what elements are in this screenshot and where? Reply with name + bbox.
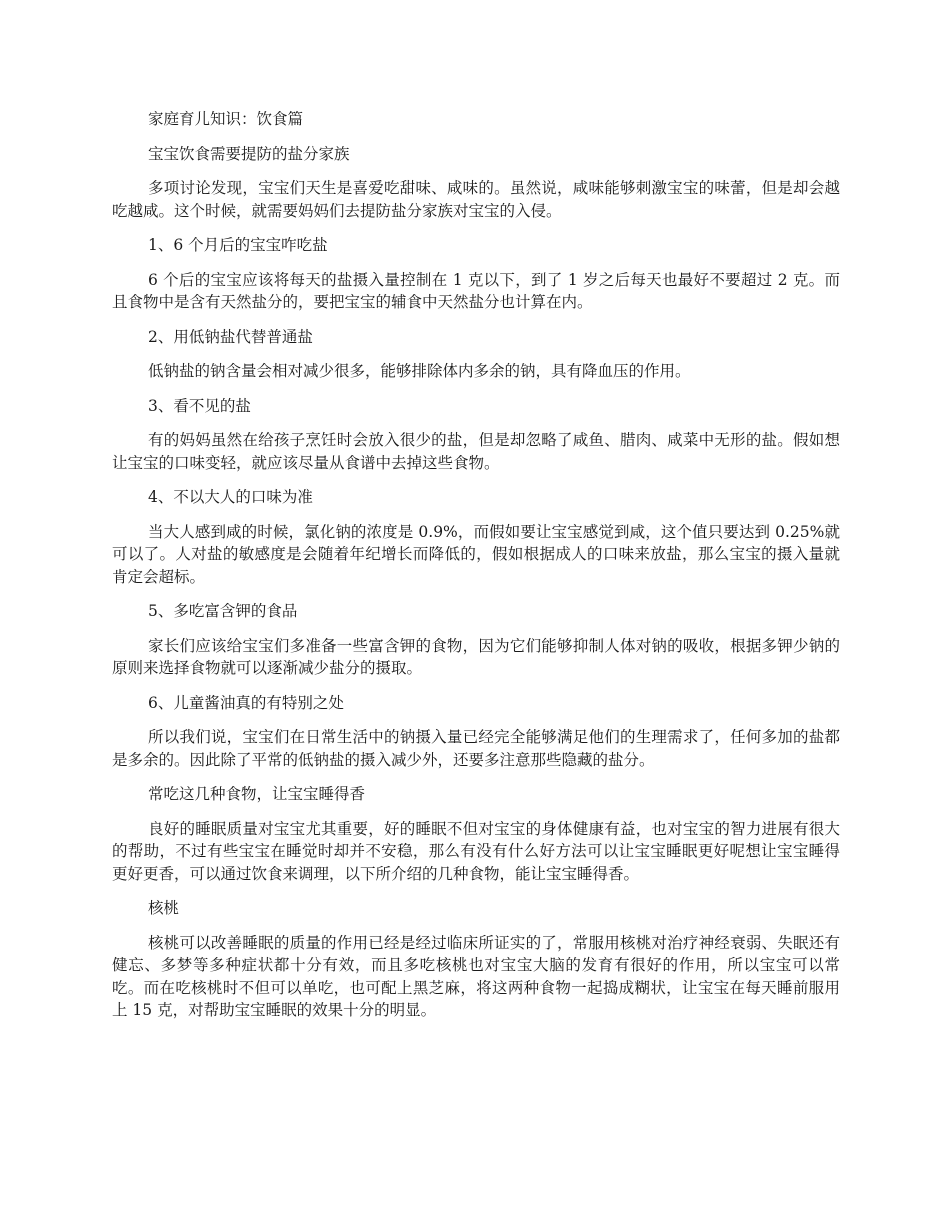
paragraph-5: 家长们应该给宝宝们多准备一些富含钾的食物，因为它们能够抑制人体对钠的吸收，根据多钾少钠的原则来选择食物就可以逐渐减少盐分的摄取。 [112, 636, 840, 677]
heading-walnut: 核桃 [148, 899, 180, 917]
heading-6: 6、儿童酱油真的有特别之处 [148, 693, 344, 712]
section-title-salt: 宝宝饮食需要提防的盐分家族 [148, 144, 350, 163]
paragraph-8: 核桃可以改善睡眠的质量的作用已经是经过临床所证实的了，常服用核桃对治疗神经衰弱、失眠还有健忘、多梦等多种症状都十分有效，而且多吃核桃也对宝宝大脑的发育有很好的作用，所以宝宝可以常吃。而在吃核桃时不但可以单吃，也可配上黑芝麻，将这两种食物一起捣成糊状，让宝宝在每天睡前服用上 15 克，对帮助宝宝睡眠的效果十分的明显。 [112, 933, 840, 1019]
document-title: 家庭育儿知识：饮食篇 [148, 110, 304, 128]
paragraph-7: 良好的睡眠质量对宝宝尤其重要，好的睡眠不但对宝宝的身体健康有益，也对宝宝的智力进展有很大的帮助，不过有些宝宝在睡觉时却并不安稳，那么有没有什么好方法可以让宝宝睡眠更好呢想让宝宝睡得更好更香，可以通过饮食来调理，以下所介绍的几种食物，能让宝宝睡得香。 [112, 819, 840, 883]
paragraph-3: 有的妈妈虽然在给孩子烹饪时会放入很少的盐，但是却忽略了咸鱼、腊肉、咸菜中无形的盐。假如想让宝宝的口味变轻，就应该尽量从食谱中去掉这些食物。 [112, 431, 840, 472]
paragraph-4: 当大人感到咸的时候，氯化钠的浓度是 0.9%，而假如要让宝宝感觉到咸，这个值只要达到 0.25%就可以了。人对盐的敏感度是会随着年纪增长而降低的，假如根据成人的口味来放盐，那么宝宝的摄入量就肯定会超标。 [112, 522, 840, 586]
paragraph-1: 6 个后的宝宝应该将每天的盐摄入量控制在 1 克以下，到了 1 岁之后每天也最好不要超过 2 克。而且食物中是含有天然盐分的，要把宝宝的辅食中天然盐分也计算在内。 [112, 270, 840, 311]
heading-3: 3、看不见的盐 [148, 396, 251, 415]
paragraph-2: 低钠盐的钠含量会相对减少很多，能够排除体内多余的钠，具有降血压的作用。 [148, 362, 691, 380]
intro-paragraph: 多项讨论发现，宝宝们天生是喜爱吃甜味、咸味的。虽然说，咸味能够刺激宝宝的味蕾，但是却会越吃越咸。这个时候，就需要妈妈们去提防盐分家族对宝宝的入侵。 [112, 179, 840, 220]
heading-4: 4、不以大人的口味为准 [148, 488, 313, 506]
heading-1: 1、6 个月后的宝宝咋吃盐 [148, 236, 328, 254]
paragraph-6: 所以我们说，宝宝们在日常生活中的钠摄入量已经完全能够满足他们的生理需求了，任何多加的盐都是多余的。因此除了平常的低钠盐的摄入减少外，还要多注意那些隐藏的盐分。 [112, 728, 840, 769]
document-page [112, 108, 840, 1034]
heading-2: 2、用低钠盐代替普通盐 [148, 327, 313, 346]
heading-5: 5、多吃富含钾的食品 [148, 602, 298, 620]
section-title-sleep: 常吃这几种食物，让宝宝睡得香 [148, 785, 366, 803]
